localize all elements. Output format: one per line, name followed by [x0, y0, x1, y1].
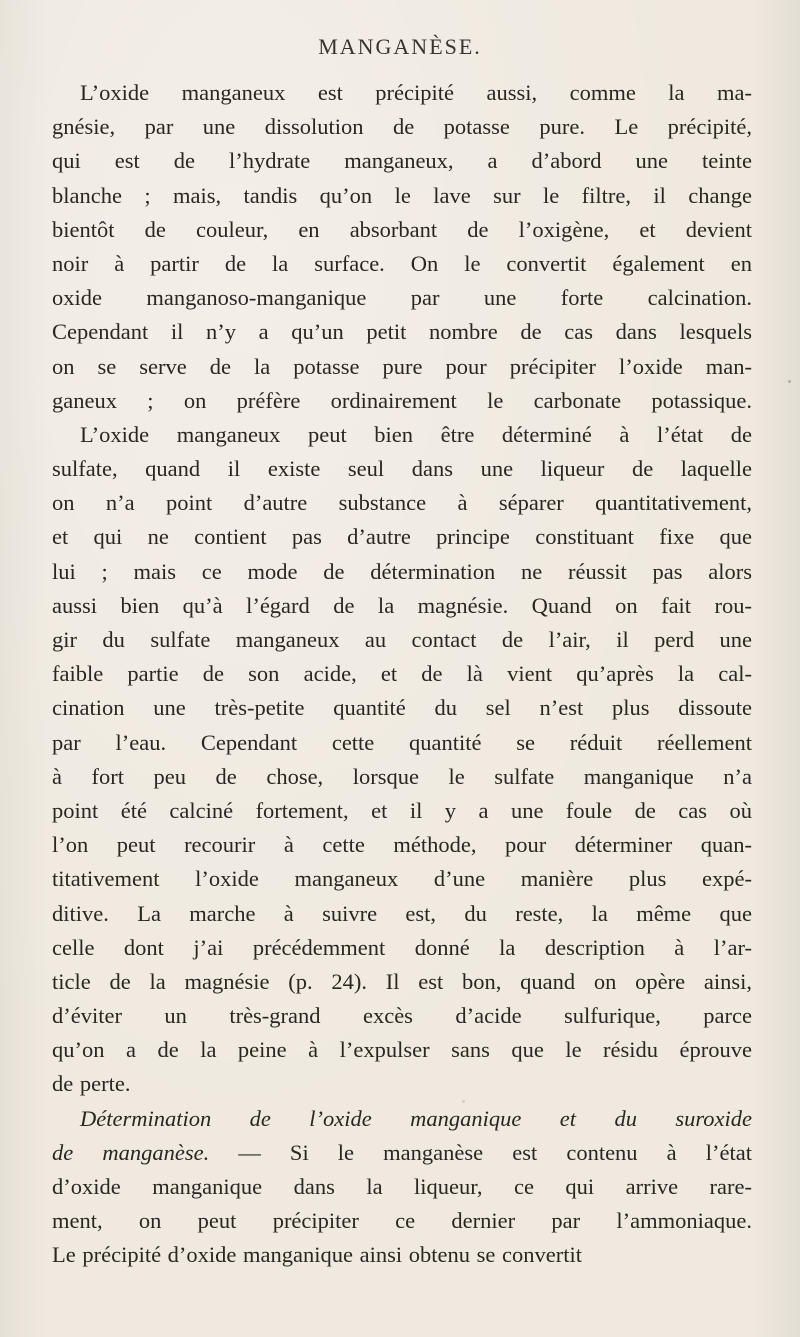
text-line: qu’on a de la peine à l’expulser sans que le résidu éprouve: [52, 1037, 752, 1063]
paper-speck: [788, 380, 791, 383]
text-line: d’éviter un très-grand excès d’acide sulfurique, parce: [52, 1003, 752, 1029]
section-heading-cont: de manganèse.: [52, 1139, 210, 1165]
text-line: L’oxide manganeux est précipité aussi, comme la ma-: [80, 80, 752, 105]
text-line: à fort peu de chose, lorsque le sulfate manganique n’a: [52, 763, 752, 789]
body-text: [52, 76, 752, 1273]
text-line: et qui ne contient pas d’autre principe constituant fixe que: [52, 524, 752, 550]
text-line: ganeux ; on préfère ordinairement le carbonate potassique.: [52, 387, 752, 413]
text-line: cination une très-petite quantité du sel n’est plus dissoute: [52, 695, 752, 721]
text-line: par l’eau. Cependant cette quantité se réduit réellement: [52, 729, 752, 755]
section-heading-line: [52, 1102, 752, 1136]
text-line: sulfate, quand il existe seul dans une liqueur de laquelle: [52, 456, 752, 482]
text-line: ticle de la magnésie (p. 24). Il est bon, quand on opère ainsi,: [52, 968, 752, 994]
text-line: d’oxide manganique dans la liqueur, ce qui arrive rare-: [52, 1174, 752, 1199]
section-text: — Si le manganèse est contenu à l’état: [209, 1139, 752, 1165]
text-line: qui est de l’hydrate manganeux, a d’abord une teinte: [52, 148, 752, 174]
text-line: Cependant il n’y a qu’un petit nombre de cas dans lesquels: [52, 319, 752, 345]
text-line: l’on peut recourir à cette méthode, pour déterminer quan-: [52, 832, 752, 858]
section-heading-line-2: [52, 1136, 752, 1170]
text-line: celle dont j’ai précédemment donné la description à l’ar-: [52, 934, 752, 960]
text-line: blanche ; mais, tandis qu’on le lave sur le filtre, il change: [52, 182, 752, 208]
text-line: on se serve de la potasse pure pour précipiter l’oxide man-: [52, 353, 752, 379]
text-line: de perte.: [52, 1071, 131, 1097]
text-line: L’oxide manganeux peut bien être déterminé à l’état de: [80, 421, 752, 447]
text-line: ment, on peut précipiter ce dernier par l’ammoniaque.: [52, 1208, 752, 1234]
text-line: gir du sulfate manganeux au contact de l’air, il perd une: [52, 627, 752, 652]
running-title: MANGANÈSE.: [318, 34, 482, 59]
text-line: oxide manganoso-manganique par une forte calcination.: [52, 285, 752, 311]
text-line: gnésie, par une dissolution de potasse pure. Le précipité,: [52, 114, 752, 140]
text-line: lui ; mais ce mode de détermination ne réussit pas alors: [52, 558, 752, 584]
text-line: point été calciné fortement, et il y a une foule de cas où: [52, 797, 752, 823]
text-line: ditive. La marche à suivre est, du reste, la même que: [52, 900, 752, 926]
text-line: aussi bien qu’à l’égard de la magnésie. Quand on fait rou-: [52, 592, 752, 618]
text-line: bientôt de couleur, en absorbant de l’oxigène, et devient: [52, 216, 752, 242]
text-line: noir à partir de la surface. On le convertit également en: [52, 250, 752, 276]
text-line: Le précipité d’oxide manganique ainsi obtenu se convertit: [52, 1242, 582, 1268]
paper-speck: [462, 1100, 465, 1103]
text-line: titativement l’oxide manganeux d’une manière plus expé-: [52, 866, 752, 892]
section-heading: Détermination de l’oxide manganique et du suroxide: [80, 1105, 752, 1131]
text-line: on n’a point d’autre substance à séparer quantitativement,: [52, 490, 752, 516]
text-line: faible partie de son acide, et de là vient qu’après la cal-: [52, 661, 752, 687]
